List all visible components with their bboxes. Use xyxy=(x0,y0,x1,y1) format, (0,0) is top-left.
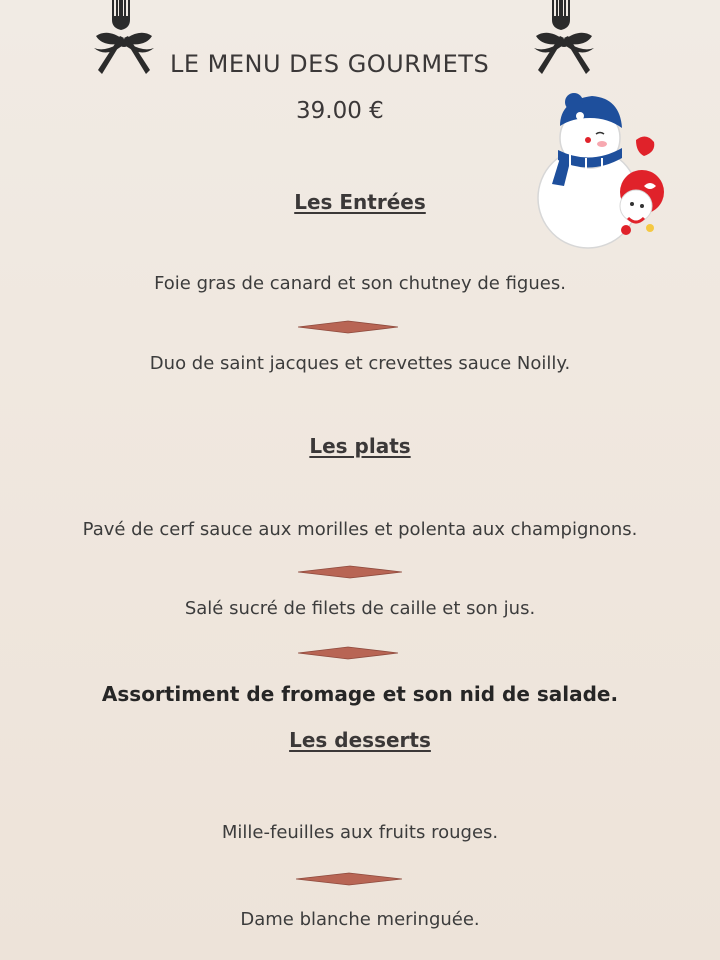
menu-item: Dame blanche meringuée. xyxy=(240,909,480,930)
menu-item: Foie gras de canard et son chutney de figues. xyxy=(154,273,566,294)
section-heading-plats: Les plats xyxy=(309,434,411,458)
diamond-divider xyxy=(296,872,402,886)
section-heading-entrees: Les Entrées xyxy=(294,190,426,214)
menu-price: 39.00 € xyxy=(296,98,384,124)
fork-knife-bow-icon xyxy=(528,0,600,78)
fork-knife-bow-icon xyxy=(88,0,160,78)
menu-item: Duo de saint jacques et crevettes sauce Noilly. xyxy=(149,353,571,374)
menu-item: Mille-feuilles aux fruits rouges. xyxy=(221,822,499,843)
diamond-divider xyxy=(298,646,398,660)
menu-item: Pavé de cerf sauce aux morilles et polenta aux champignons. xyxy=(82,519,638,540)
menu-item: Assortiment de fromage et son nid de salade. xyxy=(101,682,619,706)
snowman-illustration xyxy=(530,88,680,253)
menu-title: LE MENU DES GOURMETS xyxy=(170,50,490,78)
diamond-divider xyxy=(298,320,398,334)
menu-item: Salé sucré de filets de caille et son jus. xyxy=(184,598,536,619)
diamond-divider xyxy=(298,565,402,579)
section-heading-desserts: Les desserts xyxy=(289,728,431,752)
